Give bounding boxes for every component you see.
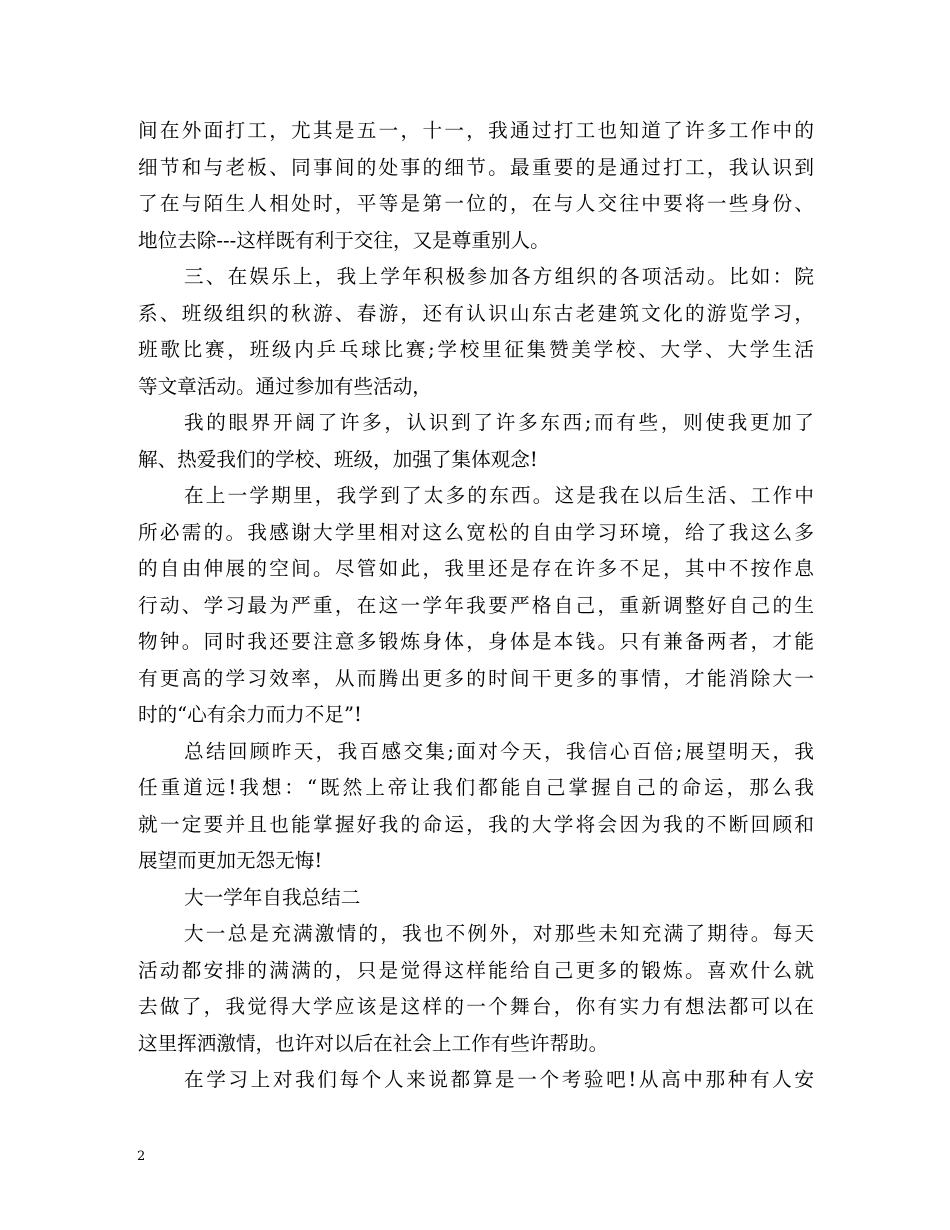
text-line: 大一总是充满激情的，我也不例外，对那些未知充满了期待。每天 <box>184 922 814 945</box>
page-number: 2 <box>137 1149 146 1164</box>
text-line: 去做了，我觉得大学应该是这样的一个舞台，你有实力有想法都可以在 <box>138 995 814 1018</box>
text-line: 了在与陌生人相处时，平等是第一位的，在与人交往中要将一些身份、 <box>138 192 814 215</box>
text-line: 我的眼界开阔了许多，认识到了许多东西;而有些，则使我更加了 <box>184 411 814 434</box>
text-line: 活动都安排的满满的，只是觉得这样能给自己更多的锻炼。喜欢什么就 <box>138 958 814 982</box>
text-line: 任重道远!我想：“既然上帝让我们都能自己掌握自己的命运，那么我 <box>138 776 814 799</box>
text-line: 这里挥洒激情，也许对以后在社会上工作有些许帮助。 <box>138 1031 609 1055</box>
text-line: 解、热爱我们的学校、班级，加强了集体观念! <box>138 447 538 471</box>
text-line: 展望而更加无怨无悔! <box>138 849 323 872</box>
body-text <box>138 113 814 1099</box>
text-line: 总结回顾昨天，我百感交集;面对今天，我信心百倍;展望明天，我 <box>184 739 814 763</box>
text-line: 在学习上对我们每个人来说都算是一个考验吧!从高中那种有人安 <box>184 1068 814 1091</box>
text-line: 系、班级组织的秋游、春游，还有认识山东古老建筑文化的游览学习， <box>138 301 814 325</box>
text-line: 细节和与老板、同事间的处事的细节。最重要的是通过打工，我认识到 <box>138 155 814 179</box>
text-line: 等文章活动。通过参加有些活动， <box>138 374 432 398</box>
text-line: 行动、学习最为严重，在这一学年我要严格自己，重新调整好自己的生 <box>138 593 814 617</box>
text-line: 有更高的学习效率，从而腾出更多的时间干更多的事情，才能消除大一 <box>138 666 814 690</box>
text-line: 在上一学期里，我学到了太多的东西。这是我在以后生活、工作中 <box>184 484 814 507</box>
text-line: 间在外面打工，尤其是五一，十一，我通过打工也知道了许多工作中的 <box>138 119 814 142</box>
text-line: 的自由伸展的空间。尽管如此，我里还是存在许多不足，其中不按作息 <box>138 557 814 580</box>
text-line: 大一学年自我总结二 <box>184 885 361 909</box>
text-line: 所必需的。我感谢大学里相对这么宽松的自由学习环境，给了我这么多 <box>138 520 814 544</box>
text-line: 时的“心有余力而力不足”! <box>138 703 362 726</box>
text-line: 物钟。同时我还要注意多锻炼身体，身体是本钱。只有兼备两者，才能 <box>138 630 814 653</box>
text-line: 三、在娱乐上，我上学年积极参加各方组织的各项活动。比如：院 <box>184 265 814 288</box>
text-line: 班歌比赛，班级内乒乓球比赛;学校里征集赞美学校、大学、大学生活 <box>138 338 814 361</box>
text-line: 就一定要并且也能掌握好我的命运，我的大学将会因为我的不断回顾和 <box>138 812 814 836</box>
text-line: 地位去除---这样既有利于交往，又是尊重别人。 <box>138 228 550 252</box>
